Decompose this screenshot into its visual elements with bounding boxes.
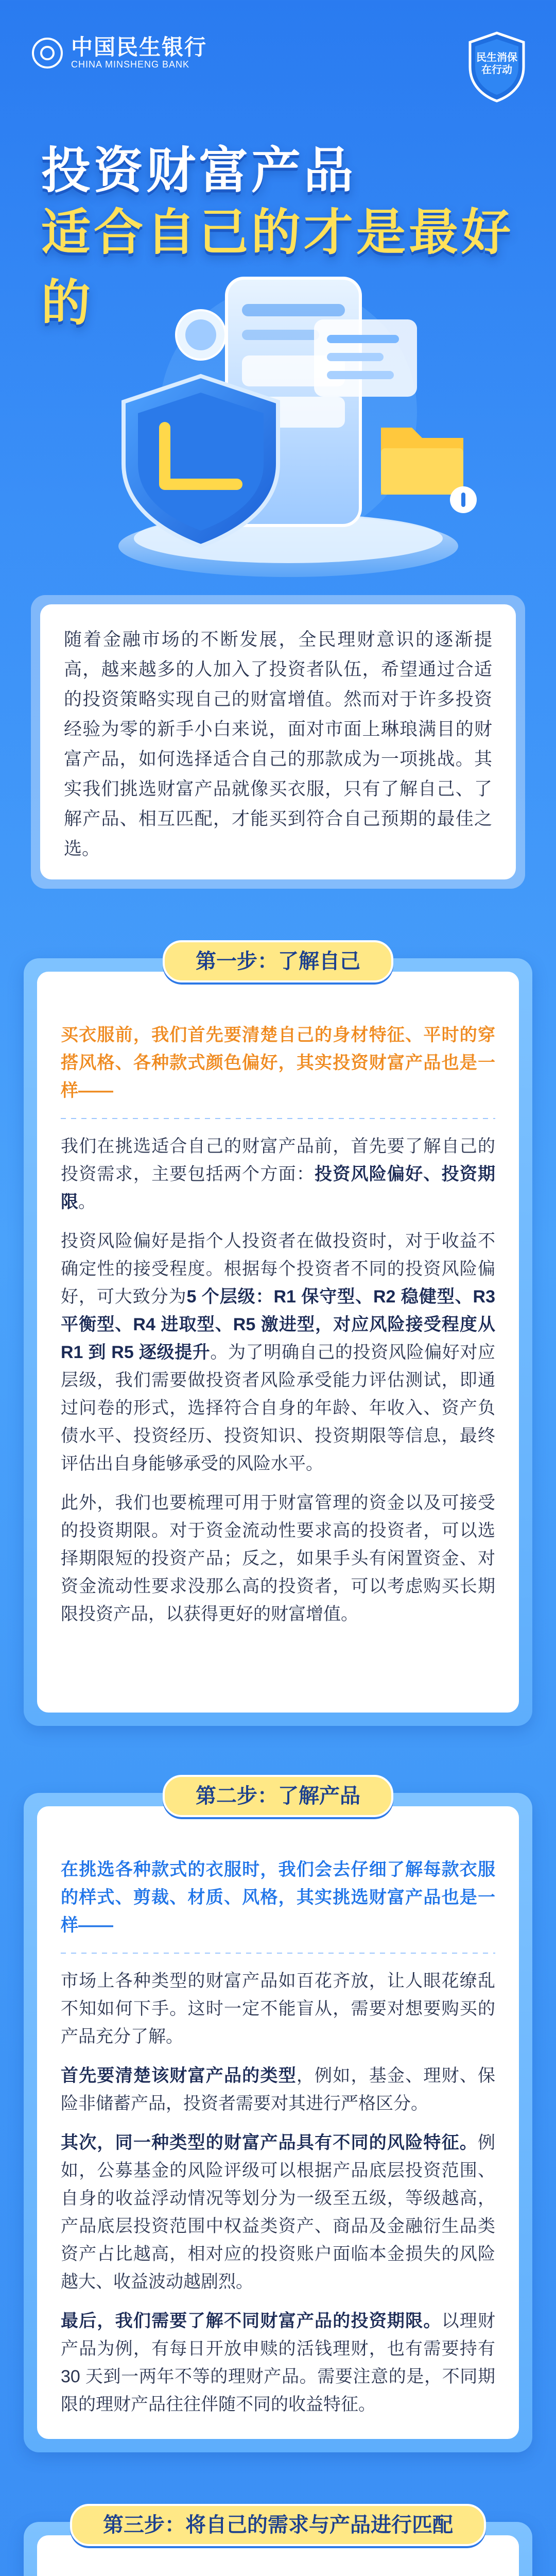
hero-title-line-1: 投资财富产品 xyxy=(41,143,356,198)
hero-title-line-2: 适合自己的才是最好的 xyxy=(41,205,514,331)
step1-paragraph-2: 投资风险偏好是指个人投资者在做投资时，对于收益不确定性的接受程度。根据每个投资者不同的投资风险偏好，可大致分为5 个层级：R1 保守型、R2 稳健型、R3 平衡型、R4 进取型、R5 激进型，对应风险接受程度从 R1 到 R5 逐级提升。为了明确自己的投资风险偏好对应层级，我们需要做投资者风险承受能力评估测试，即通过问卷的形式，选择符合自身的年龄、年收入、资产负债水平、投资经历、投资知识、投资期限等信息，最终评估出自身能够承受的风险水平。 xyxy=(61,1231,496,1473)
consumer-protection-badge xyxy=(466,31,528,103)
step2-paragraph-1: 市场上各种类型的财富产品如百花齐放，让人眼花缭乱不知如何下手。这时一定不能盲从，需要对想要购买的产品充分了解。 xyxy=(61,1971,495,2046)
brand-name-cn: 中国民生银行 xyxy=(71,35,207,59)
step2-title: 第二步：了解产品 xyxy=(163,1775,393,1817)
step2-divider xyxy=(61,1953,495,1954)
intro-text: 随着金融市场的不断发展，全民理财意识的逐渐提高，越来越多的人加入了投资者队伍，希望通过合适的投资策略实现自己的财富增值。然而对于许多投资经验为零的新手小白来说，面对市面上琳琅满目的财富产品，如何选择适合自己的那款成为一项挑战。其实我们挑选财富产品就像买衣服，只有了解自己、了解产品、相互匹配，才能买到符合自己预期的最佳之选。 xyxy=(40,604,516,879)
step2-lead: 在挑选各种款式的衣服时，我们会去仔细了解每款衣服的样式、剪裁、材质、风格，其实挑选财富产品也是一样—— xyxy=(61,1860,495,1935)
bank-logo-icon xyxy=(32,38,63,69)
badge-line-1: 民生消保 xyxy=(476,52,517,63)
badge-line-2: 在行动 xyxy=(481,64,512,76)
step2-paragraph-2: 首先要清楚该财富产品的类型，例如，基金、理财、保险非储蓄产品，投资者需要对其进行严格区分。 xyxy=(61,2066,496,2113)
intro-card xyxy=(31,595,525,889)
brand-name-en: CHINA MINSHENG BANK xyxy=(71,59,190,70)
step1-lead: 买衣服前，我们首先要清楚自己的身材特征、平时的穿搭风格、各种款式颜色偏好，其实投资财富产品也是一样—— xyxy=(61,1025,495,1100)
step2-section xyxy=(24,1793,532,2452)
step1-divider xyxy=(61,1118,495,1119)
step3-title: 第三步：将自己的需求与产品进行匹配 xyxy=(70,2504,486,2546)
step1-paragraph-1: 我们在挑选适合自己的财富产品前，首先要了解自己的投资需求，主要包括两个方面：投资风险偏好、投资期限。 xyxy=(61,1137,496,1212)
step2-paragraph-4: 最后，我们需要了解不同财富产品的投资期限。以理财产品为例，有每日开放申赎的活钱理财，也有需要持有 30 天到一两年不等的理财产品。需要注意的是，不同期限的理财产品往往伴随不同的收益特征。 xyxy=(61,2311,496,2414)
step1-title: 第一步：了解自己 xyxy=(163,940,393,982)
step2-paragraph-3: 其次，同一种类型的财富产品具有不同的风险特征。例如，公募基金的风险评级可以根据产品底层投资范围、自身的收益浮动情况等划分为一级至五级，等级越高，产品底层投资范围中权益类资产、商品及金融衍生品类资产占比越高，相对应的投资账户面临本金损失的风险越大、收益波动越剧烈。 xyxy=(61,2133,495,2292)
brand xyxy=(32,36,207,70)
hero-illustration xyxy=(72,258,494,587)
step1-section xyxy=(24,958,532,1726)
step1-paragraph-3: 此外，我们也要梳理可用于财富管理的资金以及可接受的投资期限。对于资金流动性要求高的投资者，可以选择期限短的投资产品；反之，如果手头有闲置资金、对资金流动性要求没那么高的投资者，可以考虑购买长期限投资产品，以获得更好的财富增值。 xyxy=(61,1493,495,1624)
